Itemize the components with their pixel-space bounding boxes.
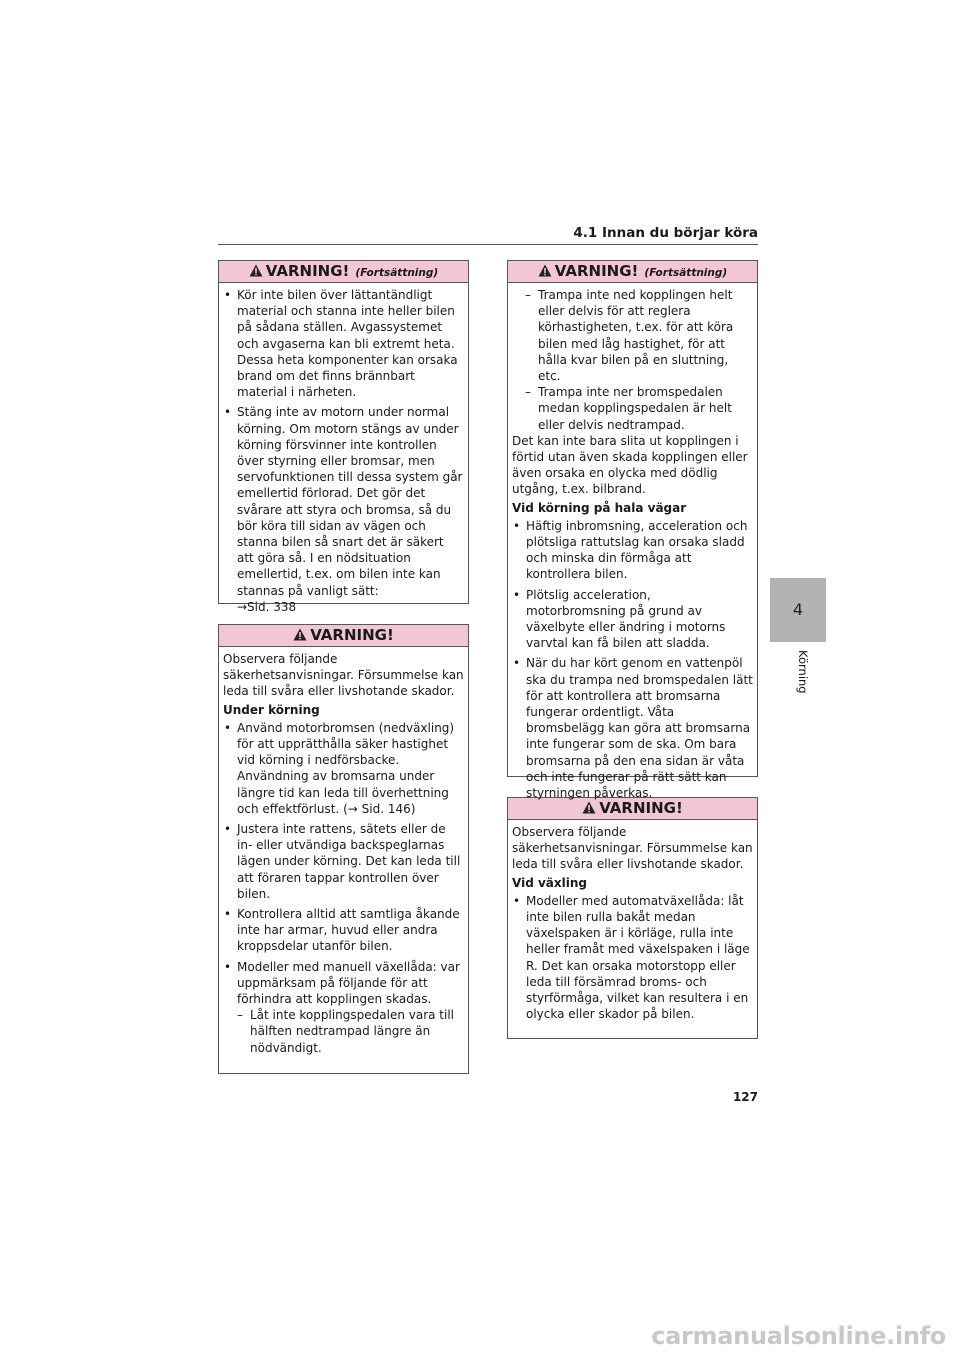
sub-list-item: – Trampa inte ned kopplingen helt eller delvis för att reglera körhastigheten, t.ex. för att köra bilen med låg hastighet, för att hålla kvar bilen på en sluttning, etc.: [525, 287, 753, 384]
subheading: Vid växling: [512, 875, 587, 890]
page-header: [218, 225, 758, 245]
warning-triangle-icon: [538, 264, 552, 277]
warning-triangle-icon: [293, 628, 307, 641]
list-item: • Kör inte bilen över lättantändligt material och stanna inte heller bilen på sådana ställen. Avgassystemet och avgaserna kan bli extremt heta. Dessa heta komponenter kan orsaka brand om det finns brännbart material i närheten.: [223, 287, 464, 400]
watermark: carmanualsonline.info: [651, 1322, 946, 1350]
left-column: [218, 260, 469, 1094]
right-column: [507, 260, 758, 1059]
list-item: • Kontrollera alltid att samtliga åkande inte har armar, huvud eller andra kroppsdelar utanför bilen.: [223, 906, 464, 955]
list-item: • Stäng inte av motorn under normal körning. Om motorn stängs av under körning försvinner inte kontrollen över styrning eller bromsar, men servofunktionen till dessa system går emellertid förlorad. Det gör det svårare att styra och bromsa, så du bör köra till sidan av vägen och stanna bilen så snart det är säkert att göra så. I en nödsituation emellertid, t.ex. om bilen inte kan stannas på vanligt sätt: →Sid. 338: [223, 404, 464, 615]
warning-intro: Observera följande säkerhetsanvisningar. Försummelse kan leda till svåra eller livshotande skador.: [512, 825, 753, 872]
list-item: • Häftig inbromsning, acceleration och plötsliga rattutslag kan orsaka sladd och minska din förmåga att kontrollera bilen.: [512, 518, 753, 583]
list-item: • Modeller med automatväxellåda: låt inte bilen rulla bakåt medan växelspaken är i körläge, rulla inte heller framåt med växelspaken i läge R. Det kan orsaka motorstopp eller leda till försämrad broms- och styrförmåga, vilket kan resultera i en olycka eller skador på bilen.: [512, 893, 753, 1023]
list-item: • Modeller med manuell växellåda: var uppmärksam på följande för att förhindra att kopplingen skadas. – Låt inte kopplingspedalen vara till hälften nedtrampad längre än nödvändigt.: [223, 959, 464, 1056]
warning-header: [508, 261, 757, 283]
subheading: Under körning: [223, 702, 320, 717]
warning-title: VARNING!: [554, 262, 639, 280]
warning-body: [219, 283, 468, 623]
warning-title: VARNING!: [310, 626, 394, 644]
list-item: • Justera inte rattens, sätets eller de in- eller utvändiga backspeglarnas lägen under körning. Det kan leda till att föraren tappar kontrollen över bilen.: [223, 821, 464, 902]
warning-box: [218, 624, 469, 1074]
chapter-label: Körning: [796, 650, 810, 694]
warning-box-continued: [218, 260, 469, 614]
warning-box: [507, 797, 758, 1039]
list-item: • Plötslig acceleration, motorbromsning på grund av växelbyte eller ändring i motorns varvtal kan få bilen att sladda.: [512, 587, 753, 652]
warning-subtitle: (Fortsättning): [644, 267, 728, 279]
warning-header: [508, 798, 757, 820]
subheading: Vid körning på hala vägar: [512, 500, 687, 515]
list-item: • När du har kört genom en vattenpöl ska du trampa ned bromspedalen lätt för att kontrollera att bromsarna fungerar ordentligt. Våta bromsbelägg kan göra att bromsarna inte fungerar som de ska. Om bara bromsarna på den ena sidan är våta och inte fungerar på rätt sätt kan styrningen påverkas.: [512, 655, 753, 801]
warning-intro: Observera följande säkerhetsanvisningar. Försummelse kan leda till svåra eller livshotande skador.: [223, 652, 464, 699]
warning-triangle-icon: [249, 264, 263, 277]
page-number: 127: [732, 1090, 758, 1104]
warning-body: [219, 647, 468, 1068]
chapter-number: 4: [792, 600, 804, 619]
warning-box-continued: [507, 260, 758, 801]
sub-list-item: – Låt inte kopplingspedalen vara till hälften nedtrampad längre än nödvändigt.: [237, 1007, 464, 1056]
warning-body: [508, 820, 757, 1034]
paragraph: Det kan inte bara slita ut kopplingen i förtid utan även skada kopplingen eller även orsaka en olycka med dödlig utgång, t.ex. bilbrand.: [512, 433, 748, 497]
warning-body: [508, 283, 757, 813]
list-item: • Använd motorbromsen (nedväxling) för att upprätthålla säker hastighet vid körning i nedförsbacke. Användning av bromsarna under längre tid kan leda till överhettning och effektförlust. (→ Sid. 146): [223, 720, 464, 817]
section-title: 4.1 Innan du börjar köra: [573, 225, 758, 241]
warning-title: VARNING!: [265, 262, 350, 280]
page-reference: →Sid. 338: [237, 599, 297, 614]
warning-header: [219, 625, 468, 647]
warning-subtitle: (Fortsättning): [355, 267, 439, 279]
warning-triangle-icon: [582, 801, 596, 814]
warning-title: VARNING!: [599, 799, 683, 817]
warning-header: [219, 261, 468, 283]
sub-list-item: – Trampa inte ner bromspedalen medan kopplingspedalen är helt eller delvis nedtrampad.: [525, 384, 753, 433]
